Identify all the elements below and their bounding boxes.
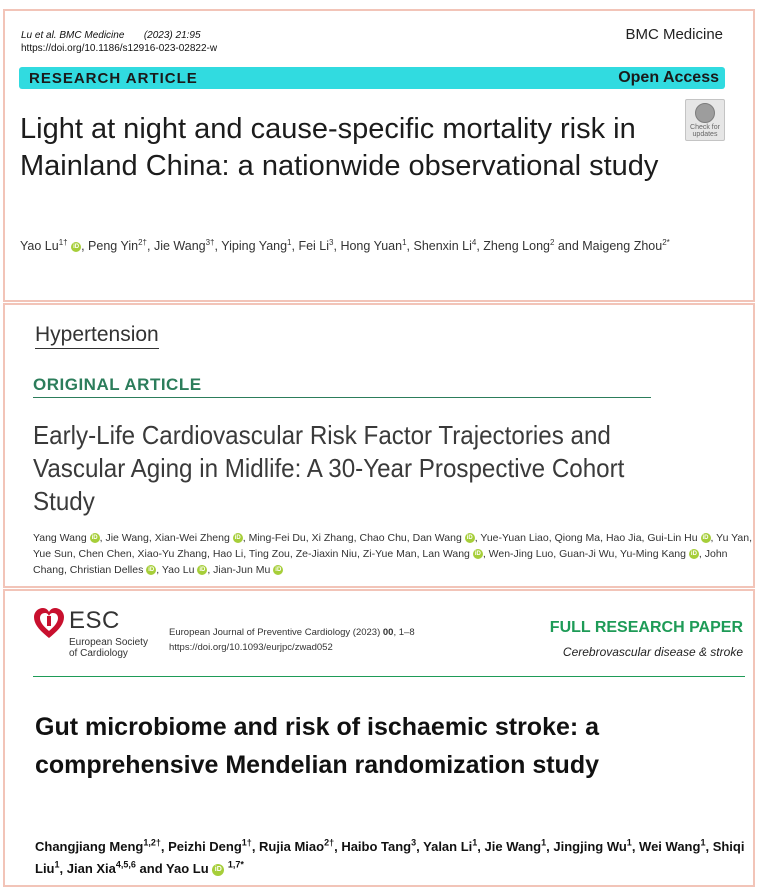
author-name[interactable]: Yang Wang: [33, 532, 87, 544]
orcid-icon[interactable]: iD: [474, 551, 481, 558]
orcid-icon[interactable]: iD: [466, 535, 473, 542]
author-name[interactable]: Chao Chu: [359, 532, 407, 544]
author-name[interactable]: Shiqi Liu: [35, 839, 745, 876]
journal-volume: 00: [382, 627, 394, 638]
author-affiliation: 2†: [138, 237, 147, 247]
author-name[interactable]: Xian-Wei Zheng: [154, 532, 230, 544]
author-name[interactable]: Yiping Yang: [221, 239, 288, 253]
author-name[interactable]: Christian Delles: [69, 564, 144, 576]
author-name[interactable]: Qiong Ma: [554, 532, 601, 544]
author-affiliation: 1: [626, 837, 632, 848]
author-name[interactable]: Gui-Lin Hu: [647, 532, 698, 544]
author-affiliation: 1: [402, 237, 407, 247]
esc-subtext-line: European Society: [69, 637, 148, 648]
author-affiliation: 1: [287, 237, 292, 247]
author-name[interactable]: Jie Wang: [153, 239, 206, 253]
orcid-icon[interactable]: iD: [702, 535, 709, 542]
author-name[interactable]: Shenxin Li: [413, 239, 472, 253]
author-name[interactable]: Guan-Ji Wu: [559, 548, 615, 560]
author-name[interactable]: Chen Chen: [78, 548, 132, 560]
author-list: Yao $Lu^{1\dagger}$ iD , Peng Yin$^{2\dagger}$, Jie Wang$^{3\dagger}$, Yiping Yang$^1$, Fei Li$^3$, Hong Yuan$^1$, Shenxin Li$^4$, Zheng Long$^2$ and Maigeng Zhou$^{2*}$: [20, 237, 670, 253]
author-name[interactable]: Changjiang Meng: [35, 839, 144, 854]
author-affiliation: 1: [54, 859, 60, 870]
author-affiliation: 1†: [241, 837, 252, 848]
orcid-icon[interactable]: iD: [212, 864, 224, 876]
author-name[interactable]: Jian-Jun Mu: [213, 564, 271, 576]
doi-link[interactable]: https://doi.org/10.1093/eurjpc/zwad052: [169, 642, 333, 653]
author-name[interactable]: Hong Yuan: [340, 239, 403, 253]
author-name[interactable]: Hao Jia: [605, 532, 642, 544]
orcid-icon[interactable]: iD: [690, 551, 697, 558]
author-name[interactable]: Haibo Tang: [341, 839, 412, 854]
author-affiliation: 1,2†: [143, 837, 161, 848]
author-list: Changjiang Meng$^{1,2\dagger}$, Peizhi Deng$^{1\dagger}$, Rujia Miao$^{2\dagger}$, Haibo Tang$^3$, Yalan Li$^1$, Jie Wang$^1$, Jingjing Wu$^1$, Wei Wang$^1$, Shiqi Liu$^1$, Jian Xia$^{4,5,6}$ and Yao Lu iD $^{1,7*}$: [35, 837, 745, 876]
author-name[interactable]: Yalan Li: [423, 839, 473, 854]
article-type: RESEARCH ARTICLE: [29, 70, 198, 87]
check-for-updates-label: Check for updates: [690, 124, 720, 138]
author-affiliation: 3†: [205, 237, 215, 247]
orcid-icon[interactable]: iD: [275, 567, 282, 574]
esc-logo-subtext: [69, 637, 148, 659]
orcid-icon[interactable]: iD: [234, 535, 241, 542]
author-affiliation: 1: [700, 837, 706, 848]
author-name[interactable]: Dan Wang: [412, 532, 462, 544]
author-name[interactable]: Yue-Yuan Liao: [480, 532, 549, 544]
hypertension-article-header: [3, 303, 755, 588]
author-name[interactable]: Maigeng Zhou: [582, 239, 663, 253]
author-affiliation: 1: [541, 837, 547, 848]
journal-pages: , 1–8: [393, 627, 415, 638]
author-name[interactable]: Peizhi Deng: [168, 839, 242, 854]
author-affiliation: 1,7*: [227, 859, 244, 870]
author-name[interactable]: Rujia Miao: [259, 839, 325, 854]
orcid-icon[interactable]: iD: [148, 567, 155, 574]
author-name[interactable]: Yu-Ming Kang: [620, 548, 686, 560]
esc-heart-logo-icon: [33, 607, 65, 641]
author-name[interactable]: Yao Lu: [166, 861, 209, 876]
author-name[interactable]: Wen-Jing Luo: [488, 548, 554, 560]
author-affiliation: 1: [472, 837, 478, 848]
author-name[interactable]: Yue Sun: [33, 548, 73, 560]
author-name[interactable]: Jian Xia: [66, 861, 116, 876]
article-title: Gut microbiome and risk of ischaemic stroke: a comprehensive Mendelian randomization study: [35, 713, 600, 779]
article-title: Early-Life Cardiovascular Risk Factor Trajectories and Vascular Aging in Midlife: A 30-Year Prospective Cohort Study: [33, 420, 625, 516]
author-name[interactable]: Xi Zhang: [311, 532, 354, 544]
author-name[interactable]: Jie Wang: [484, 839, 542, 854]
author-affiliation: 4,5,6: [115, 859, 136, 870]
orcid-icon[interactable]: iD: [73, 243, 80, 250]
article-type: FULL RESEARCH PAPER: [549, 619, 743, 636]
author-affiliation: 4: [471, 237, 477, 247]
author-affiliation: 2: [550, 237, 555, 247]
author-affiliation: 2†: [324, 837, 335, 848]
author-name[interactable]: John Chang: [33, 548, 728, 576]
author-name[interactable]: Hao Li: [212, 548, 244, 560]
author-name[interactable]: Zheng Long: [483, 239, 550, 253]
author-name[interactable]: Zi-Yue Man: [362, 548, 417, 560]
citation-authors: Lu et al. BMC Medicine: [21, 30, 125, 41]
check-for-updates-icon[interactable]: [685, 99, 725, 141]
author-name[interactable]: Xiao-Yu Zhang: [137, 548, 207, 560]
author-affiliation: 3: [411, 837, 417, 848]
author-list: Yang Wang iD , Jie Wang, Xian-Wei Zheng iD , Ming-Fei Du, Xi Zhang, Chao Chu, Dan Wang iD , Yue-Yuan Liao, Qiong Ma, Hao Jia, Gui-Lin Hu iD , Yu Yan, Yue Sun, Chen Chen, Xiao-Yu Zhang, Hao Li, Ting Zou, Ze-Jiaxin Niu, Zi-Yue Man, Lan Wang iD , Wen-Jing Luo, Guan-Ji Wu, Yu-Ming Kang iD , John Chang, Christian Delles iD , Yao Lu iD , Jian-Jun Mu iD: [33, 532, 752, 576]
doi-link[interactable]: https://doi.org/10.1186/s12916-023-02822-w: [21, 43, 218, 54]
citation-year-volume: (2023) 21:95: [143, 30, 201, 41]
author-name[interactable]: Jie Wang: [105, 532, 149, 544]
orcid-icon[interactable]: iD: [199, 567, 206, 574]
article-section: Cerebrovascular disease & stroke: [562, 645, 743, 659]
author-affiliation: 3: [329, 237, 334, 247]
author-name[interactable]: Jingjing Wu: [553, 839, 627, 854]
author-name[interactable]: Lan Wang: [422, 548, 470, 560]
journal-name: BMC Medicine: [625, 26, 723, 43]
journal-name: Hypertension: [35, 323, 159, 349]
esc-subtext-line: of Cardiology: [69, 648, 128, 659]
divider: [33, 397, 651, 398]
journal-name: European Journal of Preventive Cardiology (2023): [169, 627, 381, 638]
author-name[interactable]: Yao Lu: [161, 564, 195, 576]
author-name[interactable]: Fei Li: [298, 239, 330, 253]
esc-logo-text: ESC: [69, 607, 120, 634]
author-name[interactable]: Yu Yan: [716, 532, 750, 544]
bmc-article-header: [3, 9, 755, 302]
ejpc-article-header: [3, 589, 755, 887]
author-name[interactable]: Wei Wang: [639, 839, 701, 854]
article-type: ORIGINAL ARTICLE: [33, 375, 202, 394]
open-access-label: Open Access: [618, 69, 719, 86]
article-title: Light at night and cause-specific mortality risk in Mainland China: a nationwide observational study: [20, 113, 659, 182]
divider: [33, 676, 745, 677]
author-affiliation: 1†: [58, 237, 68, 247]
author-name[interactable]: Ting Zou: [248, 548, 290, 560]
author-affiliation: 2*: [662, 237, 670, 247]
article-type-bar: [19, 67, 725, 89]
author-name[interactable]: Yao Lu: [20, 239, 59, 253]
author-name[interactable]: Peng Yin: [88, 239, 139, 253]
journal-citation: [169, 627, 415, 638]
author-name[interactable]: Ze-Jiaxin Niu: [295, 548, 358, 560]
orcid-icon[interactable]: iD: [91, 535, 98, 542]
author-name[interactable]: Ming-Fei Du: [248, 532, 306, 544]
citation-block: [21, 29, 217, 55]
